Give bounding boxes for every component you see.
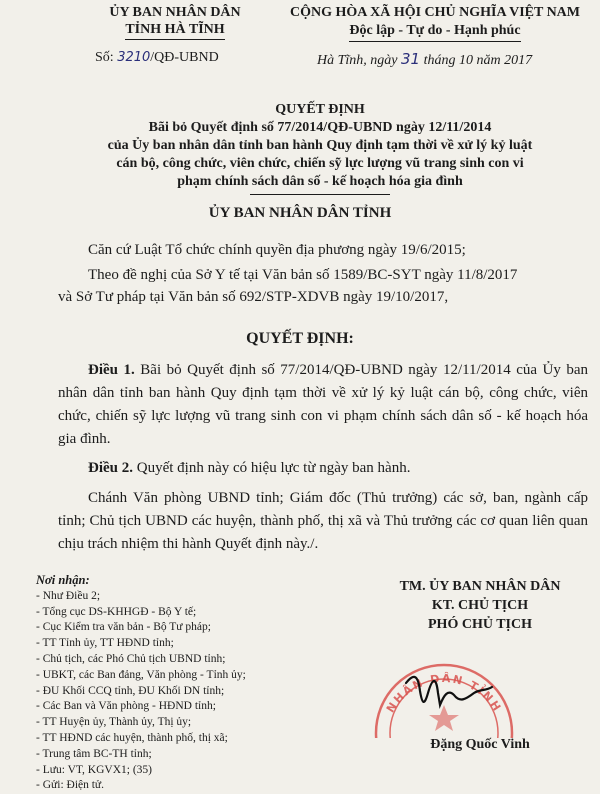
article-1 xyxy=(58,359,588,451)
execution-clause: Chánh Văn phòng UBND tỉnh; Giám đốc (Thủ trưởng) các sở, ban, ngành cấp tỉnh; Chủ tịch UBND các huyện, thành phố, thị xã và Thủ trưởng các cơ quan liên quan chịu trách nhiệm thi hành Quyết định này./. xyxy=(58,490,588,552)
issuing-agency xyxy=(75,4,275,40)
title-line-4: phạm chính sách dân số - kế hoạch hóa gia đình xyxy=(177,174,463,189)
preamble-line-2: Theo đề nghị của Sở Y tế tại Văn bản số 1589/BC-SYT ngày 11/8/2017 xyxy=(88,267,518,283)
recipient-item: - UBKT, các Ban đảng, Văn phòng - Tỉnh ủy; xyxy=(36,668,246,681)
doc-number-prefix: Số: xyxy=(95,50,114,65)
recipient-item: - Tổng cục DS-KHHGĐ - Bộ Y tế; xyxy=(36,605,197,618)
place-date-prefix: Hà Tĩnh, ngày xyxy=(317,53,398,68)
signature-block xyxy=(370,577,590,634)
title-kind: QUYẾT ĐỊNH xyxy=(275,102,365,117)
nation-name: CỘNG HÒA XÃ HỘI CHỦ NGHĨA VIỆT NAM xyxy=(289,5,580,20)
national-header xyxy=(270,4,600,42)
national-motto: Độc lập - Tự do - Hạnh phúc xyxy=(349,22,520,42)
preamble-line-3: và Sở Tư pháp tại Văn bản số 692/STP-XDVB ngày 19/10/2017, xyxy=(58,289,449,305)
recipients-list xyxy=(36,573,326,794)
recipient-item: - Cục Kiểm tra văn bản - Bộ Tư pháp; xyxy=(36,621,211,634)
article-1-label: Điều 1. xyxy=(88,362,135,378)
agency-line-2: TỈNH HÀ TĨNH xyxy=(125,21,224,40)
article-2-text: Quyết định này có hiệu lực từ ngày ban hành. xyxy=(136,460,411,476)
decision-title xyxy=(40,101,600,195)
doc-number-handwritten: 3210 xyxy=(117,50,151,65)
signature-line-3: PHÓ CHỦ TỊCH xyxy=(428,617,532,632)
article-2 xyxy=(58,457,588,480)
recipient-item: - Chủ tịch, các Phó Chủ tịch UBND tỉnh; xyxy=(36,652,226,665)
title-divider xyxy=(250,194,390,195)
recipient-item: - Gửi: Điện tử. xyxy=(36,779,105,792)
recipients-heading: Nơi nhận: xyxy=(36,573,90,587)
recipient-item: - Các Ban và Văn phòng - HĐND tỉnh; xyxy=(36,700,216,713)
title-line-2: của Ủy ban nhân dân tỉnh ban hành Quy định tạm thời về xử lý kỷ luật xyxy=(107,138,533,153)
recipient-item: - ĐU Khối CCQ tỉnh, ĐU Khối DN tỉnh; xyxy=(36,684,225,697)
doc-number-suffix: /QĐ-UBND xyxy=(150,50,219,65)
recipient-item: - Lưu: VT, KGVX1; (35) xyxy=(36,763,152,776)
signer-name: Đặng Quốc Vinh xyxy=(430,737,530,752)
recipient-item: - TT Tỉnh ủy, TT HĐND tỉnh; xyxy=(36,637,174,650)
article-1-text: Bãi bỏ Quyết định số 77/2014/QĐ-UBND ngày 12/11/2014 của Ủy ban nhân dân tỉnh ban hành Quy định tạm thời về xử lý kỷ luật cán bộ, công chức, viên chức, chiến sỹ lực lượng vũ trang sinh con vi phạm chính sách dân số - kế hoạch hóa gia đình. xyxy=(58,362,589,447)
recipient-item: - Như Điều 2; xyxy=(36,589,101,602)
date-day-handwritten: 31 xyxy=(401,50,421,68)
signature-line-1: TM. ỦY BAN NHÂN DÂN xyxy=(399,579,561,594)
decides-heading: QUYẾT ĐỊNH: xyxy=(246,330,354,347)
agency-line-1: ỦY BAN NHÂN DÂN xyxy=(109,5,241,20)
title-line-3: cán bộ, công chức, viên chức, chiến sỹ lực lượng vũ trang sinh con vi xyxy=(116,156,524,171)
preamble-line-1: Căn cứ Luật Tổ chức chính quyền địa phương ngày 19/6/2015; xyxy=(88,242,466,258)
recipient-item: - TT HĐND các huyện, thành phố, thị xã; xyxy=(36,731,228,744)
recipient-item: - Trung tâm BC-TH tỉnh; xyxy=(36,747,152,760)
title-line-1: Bãi bỏ Quyết định số 77/2014/QĐ-UBND ngày 12/11/2014 xyxy=(148,120,492,135)
recipient-item: - TT Huyện ủy, Thành ủy, Thị ủy; xyxy=(36,716,192,729)
seal-text: NHÂN DÂN TỈNH xyxy=(383,671,505,715)
document-number xyxy=(95,50,219,66)
place-date-rest: tháng 10 năm 2017 xyxy=(423,53,533,68)
official-seal-icon xyxy=(374,633,514,738)
place-and-date xyxy=(317,50,532,69)
signature-line-2: KT. CHỦ TỊCH xyxy=(431,598,529,613)
issuer-heading: ỦY BAN NHÂN DÂN TỈNH xyxy=(208,205,392,221)
article-2-label: Điều 2. xyxy=(88,460,133,476)
